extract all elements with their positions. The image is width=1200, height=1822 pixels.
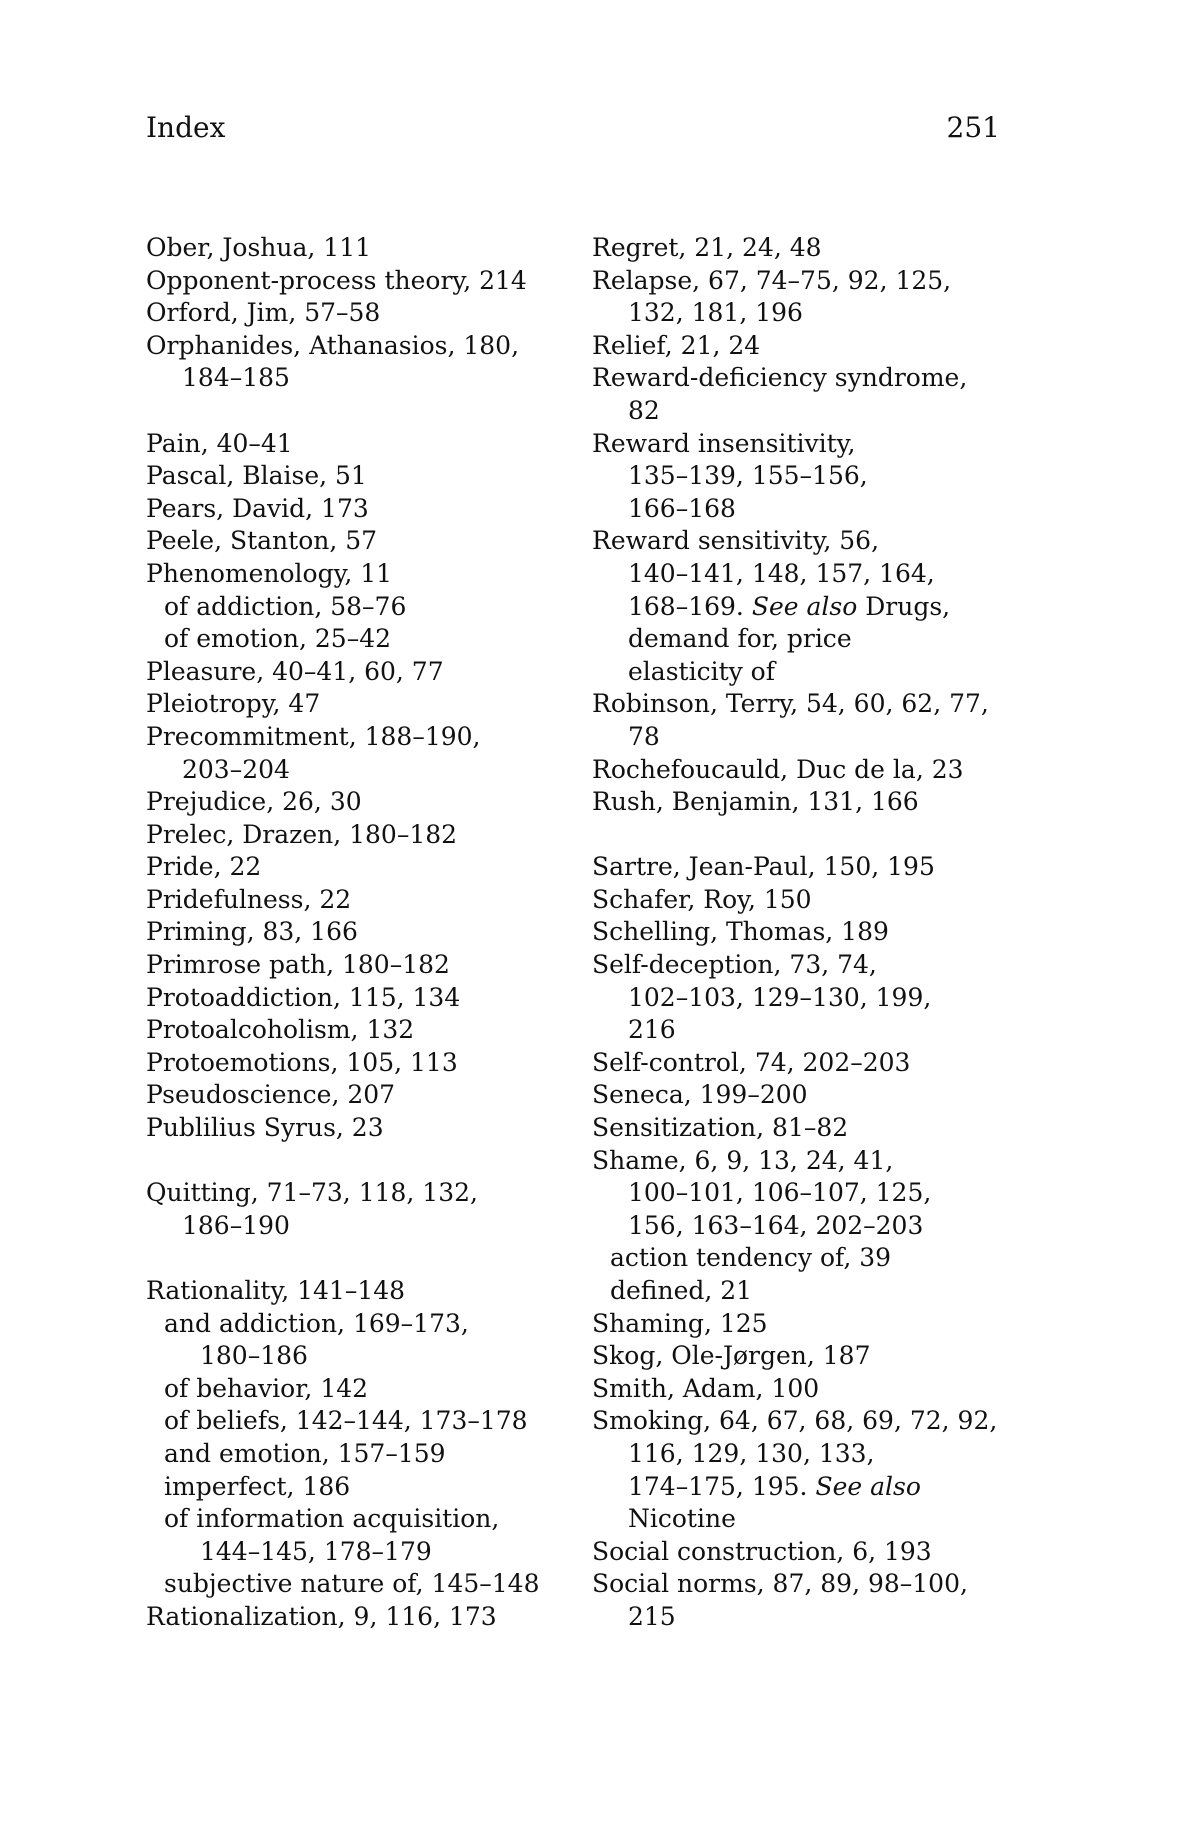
index-line: Self-deception, 73, 74, bbox=[592, 950, 877, 980]
index-line: 82 bbox=[628, 395, 660, 425]
index-entry bbox=[146, 297, 576, 330]
index-entry bbox=[146, 330, 576, 395]
index-line: Social construction, 6, 193 bbox=[592, 1536, 932, 1566]
index-line: 144–145, 178–179 bbox=[200, 1536, 432, 1566]
index-entry bbox=[146, 1177, 576, 1242]
index-column-left bbox=[146, 232, 576, 1634]
index-entry bbox=[592, 884, 1022, 917]
index-line: Pseudoscience, 207 bbox=[146, 1080, 396, 1110]
index-line: 100–101, 106–107, 125, bbox=[628, 1178, 932, 1208]
index-line: demand for, price bbox=[628, 624, 852, 654]
index-line: 168–169. bbox=[628, 591, 752, 621]
index-entry bbox=[146, 265, 576, 298]
index-line: Rochefoucauld, Duc de la, 23 bbox=[592, 754, 964, 784]
index-line: Sartre, Jean-Paul, 150, 195 bbox=[592, 852, 935, 882]
index-line: Prelec, Drazen, 180–182 bbox=[146, 819, 458, 849]
index-line: Protoalcoholism, 132 bbox=[146, 1015, 415, 1045]
index-entry bbox=[592, 688, 1022, 753]
index-entry bbox=[146, 688, 576, 721]
index-line: 140–141, 148, 157, 164, bbox=[628, 558, 935, 588]
index-entry bbox=[592, 916, 1022, 949]
index-subentry bbox=[146, 1373, 576, 1406]
index-entry bbox=[146, 1047, 576, 1080]
index-line: 166–168 bbox=[628, 493, 736, 523]
index-line: Priming, 83, 166 bbox=[146, 917, 358, 947]
index-line: Primrose path, 180–182 bbox=[146, 950, 450, 980]
index-line: Nicotine bbox=[628, 1504, 736, 1534]
index-entry bbox=[146, 1014, 576, 1047]
index-line: Relief, 21, 24 bbox=[592, 330, 761, 360]
index-line: 184–185 bbox=[182, 363, 290, 393]
index-line: Schelling, Thomas, 189 bbox=[592, 917, 889, 947]
index-entry bbox=[592, 1568, 1022, 1633]
index-entry bbox=[592, 330, 1022, 363]
index-line: action tendency of, 39 bbox=[610, 1243, 892, 1273]
index-entry bbox=[592, 754, 1022, 787]
index-line: subjective nature of, 145–148 bbox=[164, 1569, 540, 1599]
index-line: Shame, 6, 9, 13, 24, 41, bbox=[592, 1145, 894, 1175]
page-header bbox=[146, 108, 1000, 148]
index-line: 116, 129, 130, 133, bbox=[628, 1438, 875, 1468]
index-line: Smith, Adam, 100 bbox=[592, 1373, 820, 1403]
index-line: Seneca, 199–200 bbox=[592, 1080, 808, 1110]
index-subentry bbox=[146, 1438, 576, 1471]
index-subentry bbox=[146, 1471, 576, 1504]
index-line: Smoking, 64, 67, 68, 69, 72, 92, bbox=[592, 1406, 998, 1436]
index-line: and addiction, 169–173, bbox=[164, 1308, 469, 1338]
index-line: 135–139, 155–156, bbox=[628, 461, 868, 491]
index-entry bbox=[592, 1079, 1022, 1112]
index-entry bbox=[592, 428, 1022, 526]
index-line: Prejudice, 26, 30 bbox=[146, 787, 362, 817]
index-line: Pascal, Blaise, 51 bbox=[146, 461, 367, 491]
see-also-target: Drugs, bbox=[857, 591, 951, 621]
index-line: Pride, 22 bbox=[146, 852, 262, 882]
index-entry bbox=[592, 949, 1022, 1047]
index-line: Quitting, 71–73, 118, 132, bbox=[146, 1178, 478, 1208]
index-line: Reward sensitivity, 56, bbox=[592, 526, 880, 556]
index-entry bbox=[592, 1373, 1022, 1406]
index-entry bbox=[146, 884, 576, 917]
index-entry bbox=[146, 786, 576, 819]
index-line: elasticity of bbox=[628, 656, 775, 686]
index-entry bbox=[146, 851, 576, 884]
index-line: Rationalization, 9, 116, 173 bbox=[146, 1601, 497, 1631]
index-entry bbox=[146, 949, 576, 982]
index-line: Opponent-process theory, 214 bbox=[146, 265, 527, 295]
index-line: of addiction, 58–76 bbox=[164, 591, 407, 621]
index-entry bbox=[592, 1405, 1022, 1535]
index-line: 156, 163–164, 202–203 bbox=[628, 1210, 924, 1240]
index-line: Robinson, Terry, 54, 60, 62, 77, bbox=[592, 689, 989, 719]
index-entry bbox=[592, 265, 1022, 330]
index-line: of information acquisition, bbox=[164, 1504, 500, 1534]
index-subentry bbox=[146, 1568, 576, 1601]
index-entry bbox=[592, 851, 1022, 884]
index-subentry bbox=[146, 1503, 576, 1568]
index-entry bbox=[146, 916, 576, 949]
index-line: Reward insensitivity, bbox=[592, 428, 856, 458]
running-head: Index bbox=[146, 111, 226, 144]
index-line: Rationality, 141–148 bbox=[146, 1276, 406, 1305]
index-entry bbox=[146, 232, 576, 265]
letter-group-gap bbox=[146, 1145, 576, 1178]
index-entry bbox=[146, 721, 576, 786]
letter-group-gap bbox=[146, 395, 576, 428]
index-entry bbox=[146, 460, 576, 493]
index-entry bbox=[146, 1601, 576, 1634]
index-line: Orford, Jim, 57–58 bbox=[146, 298, 381, 328]
index-line: 180–186 bbox=[200, 1341, 308, 1371]
index-line: 102–103, 129–130, 199, bbox=[628, 982, 932, 1012]
index-entry bbox=[146, 428, 576, 461]
index-line: 216 bbox=[628, 1015, 676, 1045]
index-line: Precommitment, 188–190, bbox=[146, 721, 481, 751]
index-line: Ober, Joshua, 111 bbox=[146, 233, 372, 262]
index-entry bbox=[146, 982, 576, 1015]
index-line: Pleiotropy, 47 bbox=[146, 689, 321, 719]
index-line: of emotion, 25–42 bbox=[164, 624, 392, 654]
index-line: Pridefulness, 22 bbox=[146, 884, 352, 914]
index-entry bbox=[146, 493, 576, 526]
index-entry bbox=[592, 362, 1022, 427]
index-entry bbox=[146, 1079, 576, 1112]
index-entry bbox=[592, 525, 1022, 688]
index-line: Peele, Stanton, 57 bbox=[146, 526, 378, 556]
index-line: Schafer, Roy, 150 bbox=[592, 884, 812, 914]
page-number: 251 bbox=[946, 111, 1000, 144]
index-subentry bbox=[146, 623, 576, 656]
index-line: 174–175, 195. bbox=[628, 1471, 816, 1501]
index-entry bbox=[146, 1275, 576, 1308]
index-subentry bbox=[592, 1242, 1022, 1275]
index-line: 78 bbox=[628, 721, 660, 751]
index-line: Publilius Syrus, 23 bbox=[146, 1113, 384, 1143]
index-subentry bbox=[146, 591, 576, 624]
index-line: Self-control, 74, 202–203 bbox=[592, 1047, 911, 1077]
see-also-label: See also bbox=[815, 1471, 921, 1501]
index-line: of behavior, 142 bbox=[164, 1373, 369, 1403]
index-entry bbox=[146, 1112, 576, 1145]
index-entry bbox=[592, 1308, 1022, 1341]
index-line: Pain, 40–41 bbox=[146, 428, 293, 458]
index-entry bbox=[592, 786, 1022, 819]
index-line: Regret, 21, 24, 48 bbox=[592, 233, 822, 262]
index-entry bbox=[146, 558, 576, 591]
index-line: Pleasure, 40–41, 60, 77 bbox=[146, 656, 444, 686]
index-line: Reward-deficiency syndrome, bbox=[592, 363, 968, 393]
index-subentry bbox=[146, 1308, 576, 1373]
index-line: Rush, Benjamin, 131, 166 bbox=[592, 787, 919, 817]
letter-group-gap bbox=[146, 1242, 576, 1275]
index-line: 132, 181, 196 bbox=[628, 298, 803, 328]
see-also-label: See also bbox=[751, 591, 858, 621]
index-line: of beliefs, 142–144, 173–178 bbox=[164, 1406, 528, 1436]
index-subentry bbox=[592, 1275, 1022, 1308]
index-line: Phenomenology, 11 bbox=[146, 558, 393, 588]
index-line: 215 bbox=[628, 1601, 676, 1631]
index-entry bbox=[592, 1145, 1022, 1243]
index-entry bbox=[592, 1536, 1022, 1569]
index-entry bbox=[592, 232, 1022, 265]
index-entry bbox=[146, 656, 576, 689]
index-column-right bbox=[592, 232, 1022, 1634]
index-entry bbox=[146, 525, 576, 558]
index-line: Shaming, 125 bbox=[592, 1308, 768, 1338]
index-line: Social norms, 87, 89, 98–100, bbox=[592, 1569, 968, 1599]
index-line: Sensitization, 81–82 bbox=[592, 1113, 849, 1143]
index-subentry bbox=[146, 1405, 576, 1438]
index-line: Orphanides, Athanasios, 180, bbox=[146, 330, 520, 360]
letter-group-gap bbox=[592, 819, 1022, 852]
index-line: Protoemotions, 105, 113 bbox=[146, 1047, 458, 1077]
index-entry bbox=[146, 819, 576, 852]
index-line: Protoaddiction, 115, 134 bbox=[146, 982, 461, 1012]
index-entry bbox=[592, 1112, 1022, 1145]
index-line: imperfect, 186 bbox=[164, 1471, 351, 1501]
index-entry bbox=[592, 1047, 1022, 1080]
index-line: and emotion, 157–159 bbox=[164, 1438, 446, 1468]
index-line: Pears, David, 173 bbox=[146, 493, 369, 523]
index-line: 203–204 bbox=[182, 754, 290, 784]
index-line: 186–190 bbox=[182, 1210, 290, 1240]
index-line: Skog, Ole-Jørgen, 187 bbox=[592, 1341, 871, 1371]
index-entry bbox=[592, 1340, 1022, 1373]
index-line: defined, 21 bbox=[610, 1276, 753, 1305]
index-line: Relapse, 67, 74–75, 92, 125, bbox=[592, 265, 952, 295]
